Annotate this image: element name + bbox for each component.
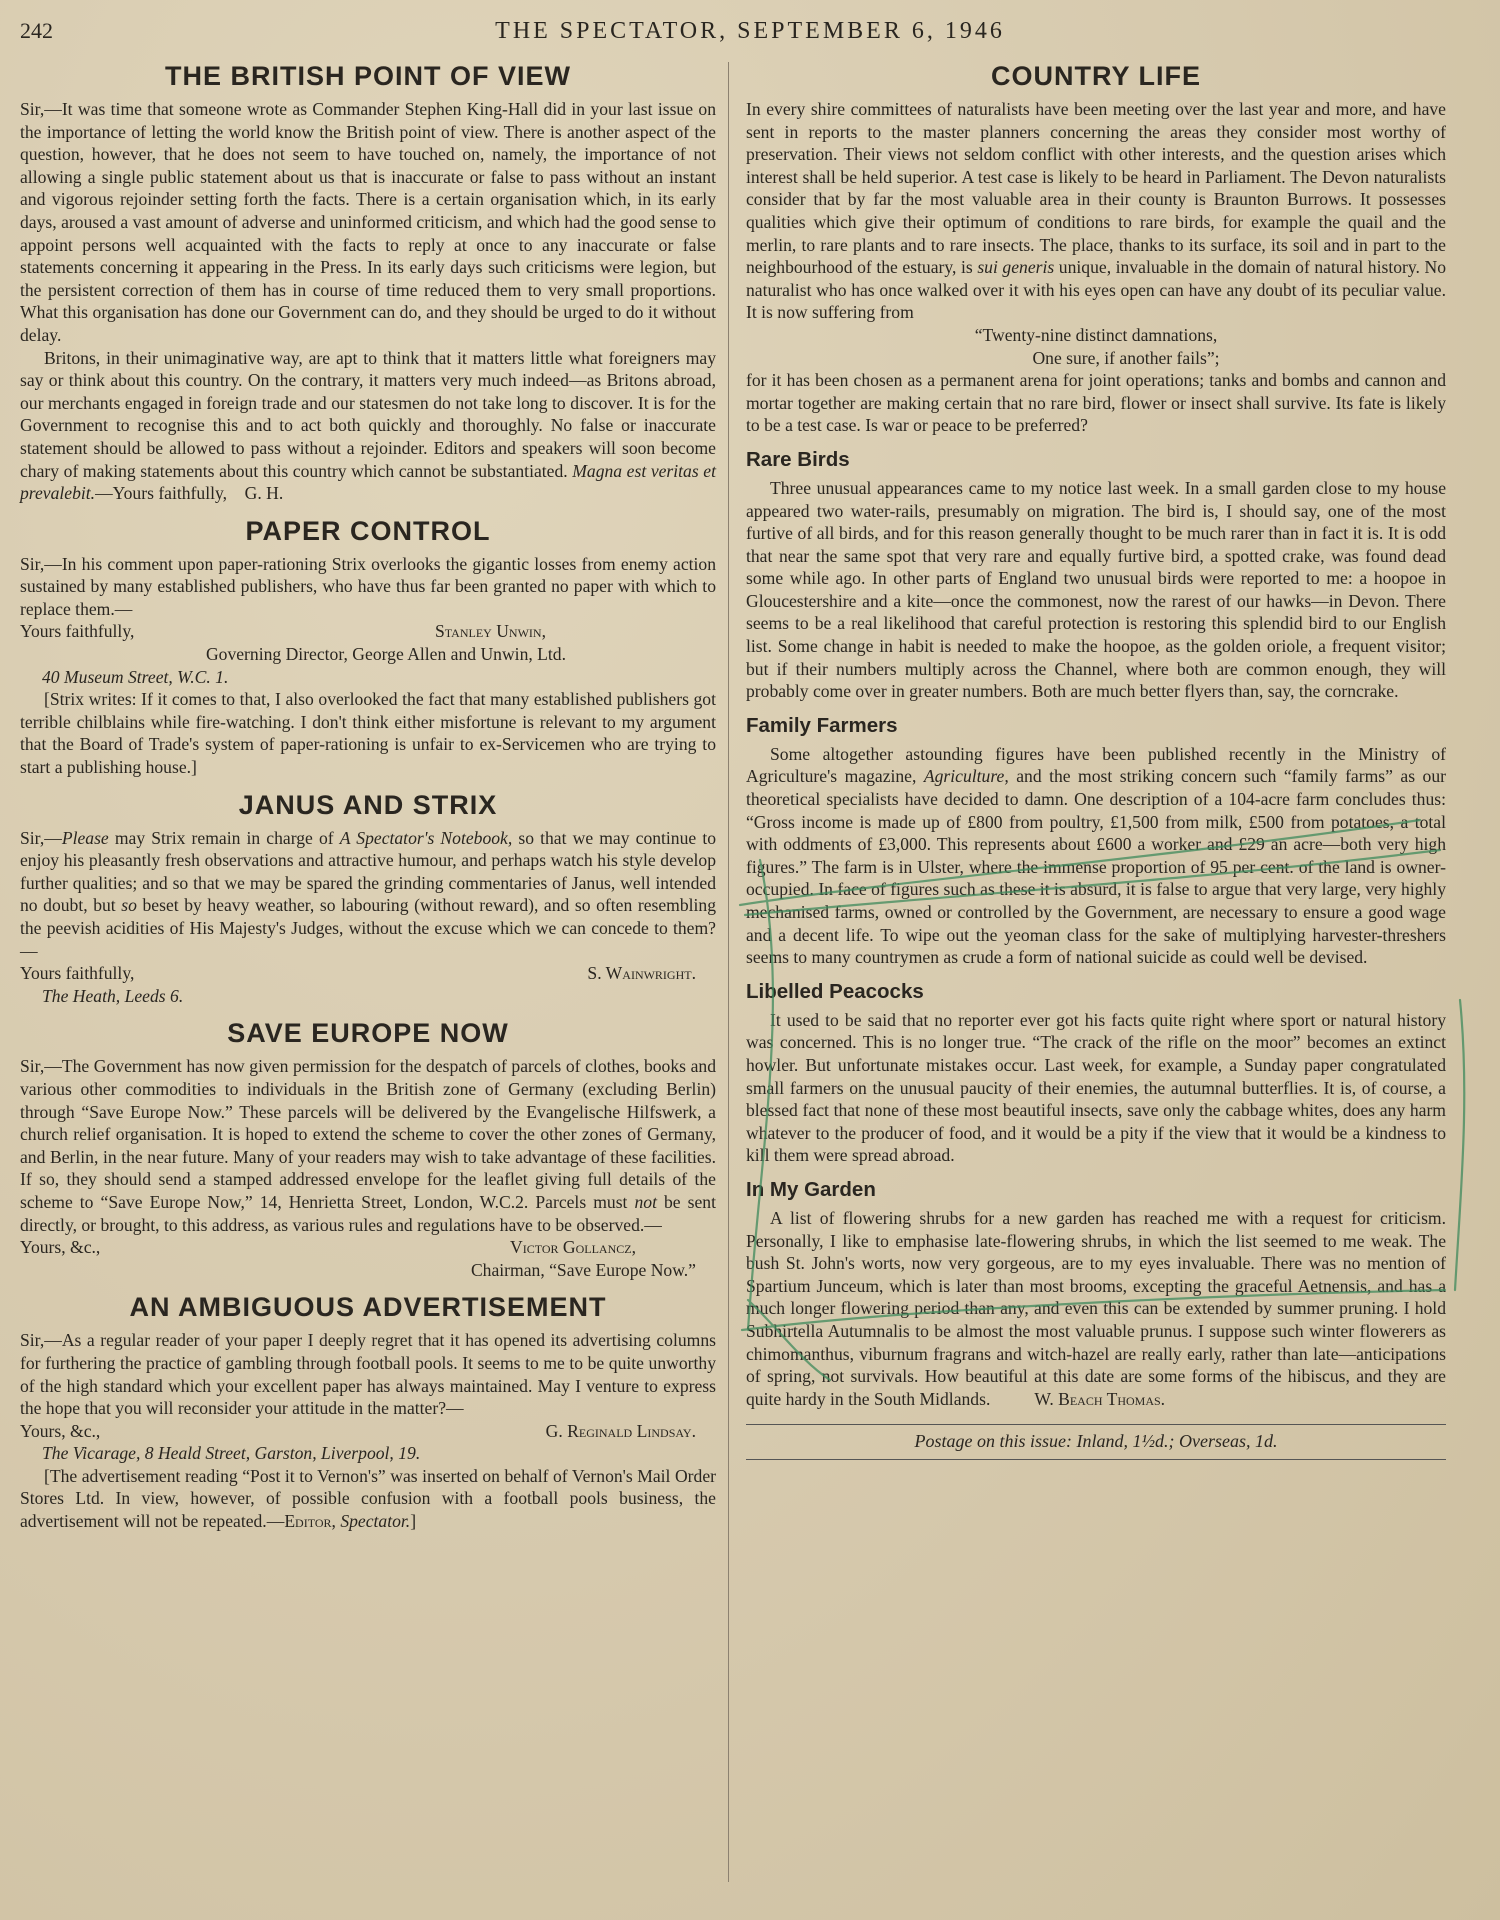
subsection-title: Libelled Peacocks <box>746 979 924 1003</box>
section-title: COUNTRY LIFE <box>990 61 1201 91</box>
signature-line: Yours faithfully, Stanley Unwin, <box>20 620 716 643</box>
quoted-verse: “Twenty-nine distinct damnations, One sure, if another fails”; <box>974 324 1220 368</box>
letter-body: Sir,—As a regular reader of your paper I deeply regret that it has opened its advertising columns for furthering the practice of gambling through football pools. It seems to me to be quite unworthy of the high standard which your excellent paper has always maintained. May I venture to express the hope that you will reconsider your attitude in the matter?— <box>20 1330 716 1419</box>
address: 40 Museum Street, W.C. 1. <box>42 666 229 687</box>
article-body: In every shire committees of naturalists have been meeting over the last year and more, and have sent in reports to the master planners concerning the areas they consider most worthy of preservation. Their views not seldom conflict with other interests, and the question arises which interest shall be held superior. A test case is likely to be heard in Parliament. The Devon naturalists consider that by far the most valuable area in their county is Braunton Burrows. It possesses qualities which give their optimum of conditions to rare birds, for example the quail and the merlin, to rare plants and to rare insects. The place, thanks to its surface, its soil and in part to the neighbourhood of the estuary, is sui generis unique, invaluable in the domain of natural history. No naturalist who has once walked over it with his eyes open can have any doubt of its peculiar value. It is now suffering from <box>746 99 1447 323</box>
section-title: AN AMBIGUOUS ADVERTISEMENT <box>129 1292 607 1323</box>
postage-note: Postage on this issue: Inland, 1½d.; Overseas, 1d. <box>746 1424 1446 1460</box>
signatory-role: Chairman, “Save Europe Now.” <box>470 1259 696 1280</box>
article-country-life <box>746 60 1446 437</box>
article-rare-birds <box>746 447 1446 703</box>
article-paper-control <box>20 515 716 779</box>
signature: S. Wainwright. <box>587 963 696 984</box>
editor-reply: [Strix writes: If it comes to that, I also overlooked the fact that many established publishers got terrible chilblains while fire-watching. I don't think either misfortune is relevant to my argument that the Board of Trade's system of paper-rationing is unfair to ex-Servicemen who are trying to start a publishing house.] <box>20 689 716 778</box>
article-body: Some altogether astounding figures have been published recently in the Ministry of Agriculture's magazine, Agriculture, and the most striking concern such “family farms” as our theoretical specialists have decided to damn. One description of a 104-acre farm concludes thus: “Gross income is made up of £800 from poultry, £1,500 from milk, £500 from potatoes, a total with oddments of £3,000. This represents about £600 a worker and £29 an acre—both very high figures.” The farm is in Ulster, where the immense proportion of 95 per cent. of the land is owner-occupied. In face of figures such as these it is absurd, it is false to argue that very large, very highly mechanised farms, owned or controlled by the Government, are necessary to ensure a good wage and a decent life. To wipe out the yeoman class for the sake of multiplying harvester-threshers seems to many countrymen as crude a form of national suicide as could well be devised. <box>746 743 1446 968</box>
signature: W. Beach Thomas. <box>1034 1388 1166 1409</box>
section-title: THE BRITISH POINT OF VIEW <box>164 61 571 91</box>
signature: Victor Gollancz, <box>510 1237 636 1258</box>
article-libelled-peacocks <box>746 979 1446 1167</box>
section-title: SAVE EUROPE NOW <box>227 1018 509 1049</box>
editor-reply: [The advertisement reading “Post it to Vernon's” was inserted on behalf of Vernon's Mail Order Stores Ltd. In view, however, of possible confusion with a football pools business, the advertisement will not be repeated.—Editor, Spectator.] <box>20 1465 716 1532</box>
article-janus-and-strix <box>20 789 716 1008</box>
letter-body: Sir,—The Government has now given permission for the despatch of parcels of clothes, books and various other commodities to individuals in the British zone of Germany (excluding Berlin) through “Save Europe Now.” These parcels will be delivered by the Evangelische Hilfswerk, a church relief organisation. It is hoped to extend the scheme to cover the other zones of Germany, and Berlin, in the near future. Many of your readers may wish to take advantage of these facilities. If so, they should send a stamped addressed envelope for the leaflet giving full details of the scheme to “Save Europe Now,” 14, Henrietta Street, London, W.C.2. Parcels must not be sent directly, or brought, to this address, as various rules and regulations have to be observed.— <box>20 1056 716 1235</box>
column-divider <box>728 62 729 1882</box>
subsection-title: Family Farmers <box>746 713 898 737</box>
right-column <box>746 58 1446 1460</box>
signatory-role: Governing Director, George Allen and Unwin, Ltd. <box>205 644 566 665</box>
address: The Vicarage, 8 Heald Street, Garston, Liverpool, 19. <box>42 1443 421 1464</box>
signature: Stanley Unwin, <box>435 621 546 642</box>
section-title: JANUS AND STRIX <box>238 789 498 820</box>
page-header <box>20 16 1480 52</box>
address: The Heath, Leeds 6. <box>42 985 184 1006</box>
letter-body: Sir,—In his comment upon paper-rationing Strix overlooks the gigantic losses from enemy action sustained by many established publishers, who have thus far been granted no paper with which to replace them.— <box>20 553 716 619</box>
article-british-point-of-view <box>20 60 716 505</box>
letter-body-2: Britons, in their unimaginative way, are apt to think that it matters little what foreigners may say or think about this country. On the contrary, it matters very much indeed—as Britons abroad, our merchants engaged in foreign trade and our statesmen do not take long to discover. It is for the Government to recognise this and to act both quickly and thoroughly. No false or inaccurate statement should be allowed to pass without a rejoinder. Editors and speakers will soon become chary of making statements about this country which cannot be substantiated. Magna est veritas et prevalebit.—Yours faithfully, G. H. <box>20 347 716 504</box>
section-title: PAPER CONTROL <box>245 515 491 546</box>
article-save-europe-now <box>20 1017 716 1281</box>
signature: G. H. <box>244 483 284 504</box>
masthead: THE SPECTATOR, SEPTEMBER 6, 1946 <box>495 18 1005 44</box>
signature-line: Yours, &c., Victor Gollancz, <box>20 1236 716 1259</box>
letter-body: Sir,—Please may Strix remain in charge of A Spectator's Notebook, so that we may continue to enjoy his pleasantly fresh observations and attractive humour, and perhaps watch his style develop further qualities; and so that we may be spared the grinding commentaries of Janus, well intended no doubt, but so beset by heavy weather, so labouring (without reward), and so often resembling the peevish acidities of His Majesty's Judges, without the excuse which we can concede to them?— <box>20 827 717 961</box>
latin-motto: Magna est veritas et prevalebit. <box>20 460 716 504</box>
article-family-farmers <box>746 713 1446 969</box>
signature-line: Yours, &c., G. Reginald Lindsay. <box>20 1420 716 1443</box>
signature: G. Reginald Lindsay. <box>545 1420 696 1441</box>
article-body-2: for it has been chosen as a permanent arena for joint operations; tanks and bombs and cannon and mortar together are making certain that no rare bird, flower or insect shall survive. Its fate is likely to be a test case. Is war or peace to be preferred? <box>746 370 1446 436</box>
letter-body: Sir,—It was time that someone wrote as Commander Stephen King-Hall did in your last issue on the importance of letting the world know the British point of view. There is another aspect of the question, however, that he does not seem to have touched on, namely, the importance of not allowing a single public statement about us that is inaccurate or false to pass without an instant and vigorous rejoinder setting forth the facts. There is a certain organisation which, in its early days, aroused a vast amount of adverse and uninformed criticism, and which had the good sense to appoint persons well acquainted with the facts to reply at once to any inaccurate or false statements concerning it appearing in the Press. In its early days such criticisms were legion, but the persistent correction of them has in course of time reduced them to very small proportions. What this organisation has done our Government can do, and they should be urged to do it without delay. <box>20 99 716 345</box>
page-number: 242 <box>20 18 53 43</box>
article-ambiguous-advertisement <box>20 1291 716 1532</box>
article-in-my-garden <box>746 1177 1446 1410</box>
signature-line: Yours faithfully, S. Wainwright. <box>20 962 716 985</box>
left-column <box>20 58 716 1533</box>
article-body: It used to be said that no reporter ever got his facts quite right where sport or natural history was concerned. This is no longer true. “The crack of the rifle on the moor” becomes an extinct howler. But unfortunate mistakes occur. Last week, for example, a Sunday paper congratulated small farmers on the unusual paucity of their enemies, the autumnal butterflies. It is, of course, a blessed fact that none of these most beautiful insects, save only the cabbage whites, does any harm whatever to the producer of food, and it would be a pity if the view that it would be a kindness to kill them were spread abroad. <box>746 1009 1446 1166</box>
subsection-title: Rare Birds <box>746 447 850 471</box>
subsection-title: In My Garden <box>746 1177 876 1201</box>
article-body: Three unusual appearances came to my notice last week. In a small garden close to my house appeared two water-rails, presumably on migration. The bird is, I should say, one of the most furtive of all birds, and for this reason generally thought to be much rarer than in fact it is. It is odd that near the same spot that very rare and equally furtive bird, a spotted crake, was found dead some while ago. In other parts of England two unusual birds were reported to me: a hoopoe in Gloucestershire and a kite—once the commonest, now the rarest of our hawks—in Devon. There seems to be a real likelihood that careful protection is restoring this splendid bird to our English list. Some change in habit is needed to make the hoopoe, as the golden oriole, a frequent visitor; but if their numbers multiply across the Channel, where both are common enough, they will probably come over in greater numbers. Both are much better flyers than, say, the corncrake. <box>746 477 1446 702</box>
article-body: A list of flowering shrubs for a new garden has reached me with a request for criticism. Personally, I like to emphasise late-flowering shrubs, in which the list seemed to me weak. The bush St. John's worts, now very gorgeous, are to my eyes invaluable. There was no mention of Spartium Junceum, which is later than most brooms, excepting the graceful Aetnensis, and has a much longer flowering period than any, and even this can be extended by summer pruning. I hold Subhirtella Autumnalis to be almost the most valuable prunus. I suppose such winter flowerers as chimomanthus, viburnum fragrans and witch-hazel are really early, rather than late—anticipations of spring, not survivals. How beautiful at this date are some forms of the hibiscus, and they are quite hardy in the South Midlands. W. Beach Thomas. <box>746 1207 1446 1409</box>
